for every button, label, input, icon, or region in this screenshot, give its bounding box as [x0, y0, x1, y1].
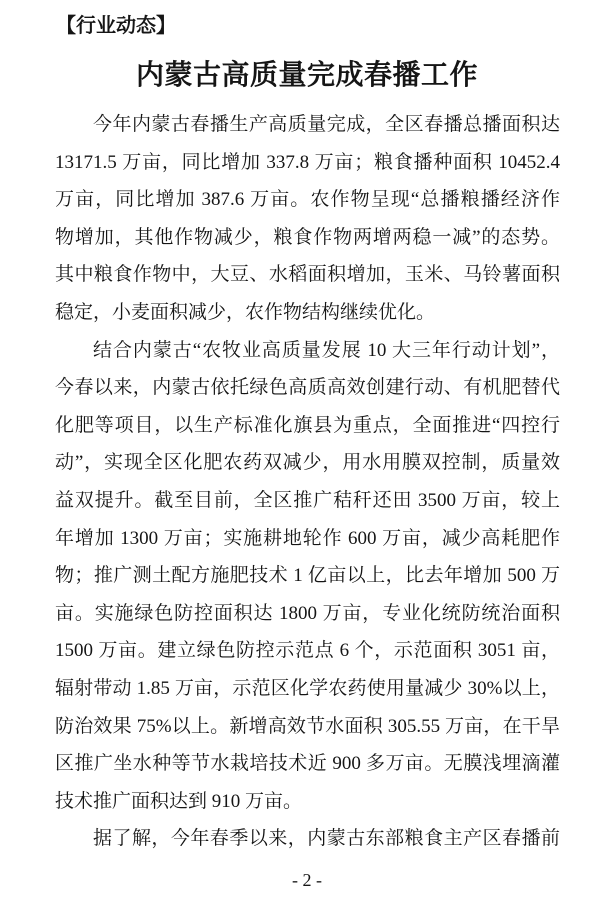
text-line: 防治效果 75%以上。新增高效节水面积 305.55 万亩，在干旱 — [55, 715, 560, 737]
text-line: 其中粮食作物中，大豆、水稻面积增加，玉米、马铃薯面积 — [55, 264, 560, 286]
text-line: 区推广坐水种等节水栽培技术近 900 多万亩。无膜浅埋滴灌 — [55, 753, 560, 775]
document-body — [55, 106, 560, 858]
text-line: 年增加 1300 万亩；实施耕地轮作 600 万亩，减少高耗肥作 — [55, 527, 560, 549]
paragraph — [55, 820, 560, 858]
text-line: 1500 万亩。建立绿色防控示范点 6 个，示范面积 3051 亩， — [55, 640, 560, 662]
text-line: 今春以来，内蒙古依托绿色高质高效创建行动、有机肥替代 — [55, 377, 560, 399]
paragraph — [55, 332, 560, 821]
text-line: 13171.5 万亩，同比增加 337.8 万亩；粮食播种面积 10452.4 — [55, 151, 560, 173]
text-line: 技术推广面积达到 910 万亩。 — [55, 790, 303, 812]
text-line: 稳定，小麦面积减少，农作物结构继续优化。 — [55, 301, 436, 323]
text-line: 据了解，今年春季以来，内蒙古东部粮食主产区春播前 — [93, 828, 560, 850]
text-line: 化肥等项目，以生产标准化旗县为重点，全面推进“四控行 — [55, 414, 560, 436]
text-line: 物；推广测土配方施肥技术 1 亿亩以上，比去年增加 500 万 — [55, 565, 560, 587]
text-line: 结合内蒙古“农牧业高质量发展 10 大三年行动计划”， — [93, 339, 560, 361]
text-line: 万亩，同比增加 387.6 万亩。农作物呈现“总播粮播经济作 — [55, 189, 560, 211]
text-line: 辐射带动 1.85 万亩，示范区化学农药使用量减少 30%以上， — [55, 677, 560, 699]
text-line: 益双提升。截至目前，全区推广秸秆还田 3500 万亩，较上 — [55, 489, 560, 511]
text-line: 动”，实现全区化肥农药双减少，用水用膜双控制，质量效 — [55, 452, 560, 474]
text-line: 今年内蒙古春播生产高质量完成，全区春播总播面积达 — [93, 114, 560, 135]
text-line: 亩。实施绿色防控面积达 1800 万亩，专业化统防统治面积 — [55, 602, 560, 624]
document-title: 内蒙古高质量完成春播工作 — [135, 60, 478, 91]
page-number: - 2 - — [292, 870, 322, 890]
text-line: 物增加，其他作物减少，粮食作物两增两稳一减”的态势。 — [55, 226, 560, 248]
paragraph — [55, 106, 560, 332]
section-tag: 【行业动态】 — [56, 15, 176, 37]
